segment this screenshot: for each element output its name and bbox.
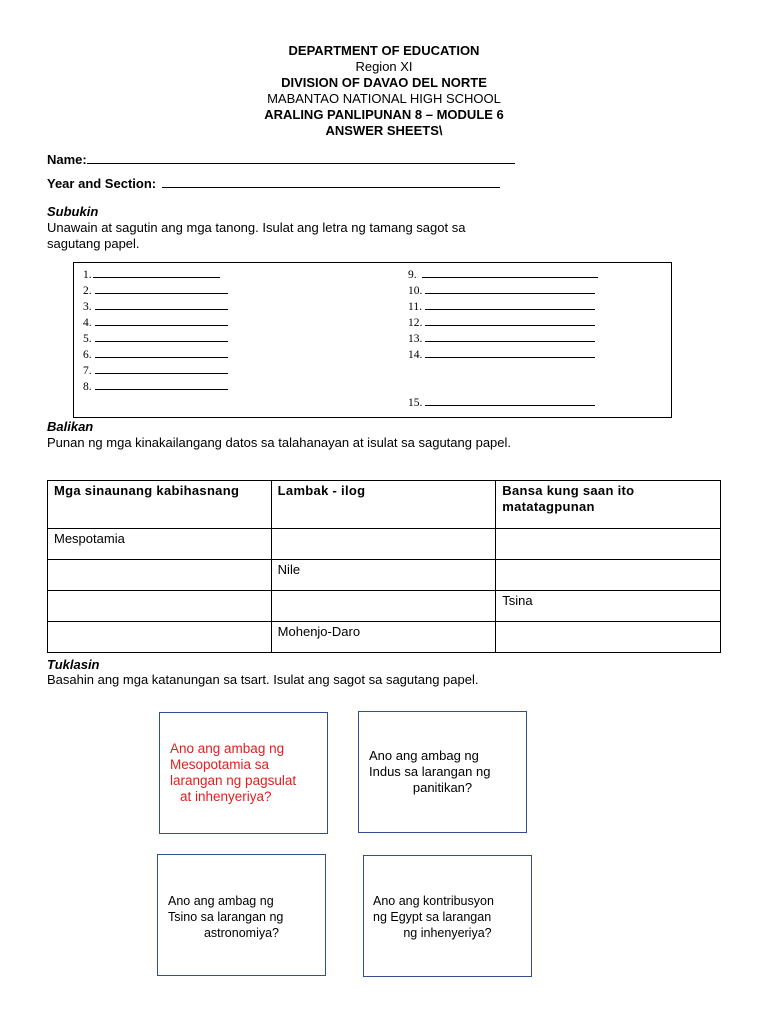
answer-item[interactable] [408,268,598,284]
answer-line[interactable] [425,316,595,326]
name-field[interactable] [47,151,515,167]
question-text-egypt [364,893,531,941]
table-header-country: Bansa kung saan ito matatagpunan [496,481,721,529]
question-text-mesopotamia [170,741,296,805]
table-cell[interactable]: Tsina [496,591,721,622]
answer-item[interactable] [83,364,228,380]
answer-line[interactable] [425,300,595,310]
question-line: astronomiya? [203,926,280,940]
table-cell[interactable]: Nile [271,560,496,591]
question-line: larangan ng pagsulat [170,773,297,788]
question-line: Ano ang kontribusyon [373,894,494,908]
answer-number: 12. [408,317,423,329]
answer-number: 15. [408,397,423,409]
answer-number: 2. [83,285,92,297]
question-box-indus [358,711,527,833]
question-line: at inhenyeriya? [180,789,272,804]
answer-line[interactable] [95,332,228,342]
question-line: Indus sa larangan ng [369,764,491,779]
answer-column-left [83,268,228,396]
answer-item[interactable] [83,268,228,284]
name-line[interactable] [87,151,515,164]
table-cell[interactable] [271,529,496,560]
answer-box [73,262,672,418]
table-row [48,529,721,560]
answer-number: 6. [83,349,92,361]
department-title: DEPARTMENT OF EDUCATION [288,43,480,58]
question-line: Mesopotamia sa [170,757,270,772]
table-cell[interactable] [496,560,721,591]
table-cell[interactable]: Mespotamia [48,529,272,560]
answer-item[interactable] [408,348,598,364]
question-text-indus [359,748,526,796]
question-box-mesopotamia [159,712,328,834]
answer-line[interactable] [95,316,228,326]
answer-number: 7. [83,365,92,377]
answer-number: 14. [408,349,423,361]
answer-item[interactable] [83,300,228,316]
table-cell[interactable] [496,529,721,560]
document-header [0,43,768,139]
answer-line[interactable] [95,284,228,294]
question-line: Ano ang ambag ng [170,741,285,756]
subukin-instruction: Unawain at sagutin ang mga tanong. Isulat ang letra ng tamang sagot sa sagutang papel. [47,220,466,251]
answer-line[interactable] [422,268,598,278]
answer-line[interactable] [93,268,220,278]
answer-item[interactable] [83,380,228,396]
answer-item[interactable] [408,300,598,316]
answer-number: 11. [408,301,422,313]
answer-item[interactable] [408,316,598,332]
table-cell[interactable] [48,591,272,622]
table-header-river-valley: Lambak - ilog [271,481,496,529]
tuklasin-instruction: Basahin ang mga katanungan sa tsart. Isulat ang sagot sa sagutang papel. [47,672,479,687]
question-line: Ano ang ambag ng [369,748,479,763]
table-row [48,622,721,653]
answer-number: 5. [83,333,92,345]
balikan-instruction: Punan ng mga kinakailangang datos sa talahanayan at isulat sa sagutang papel. [47,435,512,450]
civilization-table [47,480,721,653]
tuklasin-title: Tuklasin [47,657,100,672]
answer-line[interactable] [95,380,228,390]
table-cell[interactable] [496,622,721,653]
answer-spacer [408,364,598,396]
answer-item[interactable] [83,316,228,332]
region-label: Region XI [355,59,413,74]
answer-number: 1. [83,269,92,281]
table-cell[interactable] [271,591,496,622]
answer-item[interactable] [408,396,598,412]
question-box-tsino [157,854,326,976]
answer-number: 8. [83,381,92,393]
name-label: Name: [47,152,87,167]
division-title: DIVISION OF DAVAO DEL NORTE [281,75,487,90]
answer-line[interactable] [425,332,595,342]
question-line: ng inhenyeriya? [403,926,492,940]
answer-number: 4. [83,317,92,329]
question-box-egypt [363,855,532,977]
answer-line[interactable] [95,300,228,310]
answer-number: 13. [408,333,423,345]
question-text-tsino [158,893,325,941]
answer-number: 10. [408,285,423,297]
answer-column-right [408,268,598,412]
question-line: panitikan? [412,780,473,795]
section-field[interactable] [47,175,500,191]
answer-item[interactable] [408,284,598,300]
answer-line[interactable] [95,364,228,374]
table-cell[interactable] [48,622,272,653]
answer-line[interactable] [425,396,595,406]
answer-line[interactable] [425,284,595,294]
question-line: Ano ang ambag ng [168,894,274,908]
balikan-title: Balikan [47,419,94,434]
answer-item[interactable] [408,332,598,348]
school-name: MABANTAO NATIONAL HIGH SCHOOL [267,91,501,106]
table-row [48,591,721,622]
section-label: Year and Section: [47,176,157,191]
answer-item[interactable] [83,332,228,348]
subject-title: ARALING PANLIPUNAN 8 – MODULE 6 [264,107,504,122]
answer-line[interactable] [95,348,228,358]
section-line[interactable] [162,175,500,188]
table-header-civilization: Mga sinaunang kabihasnang [48,481,272,529]
question-line: ng Egypt sa larangan [373,910,492,924]
answer-item[interactable] [83,284,228,300]
subukin-title: Subukin [47,204,99,219]
answer-number: 9. [408,269,417,281]
answer-number: 3. [83,301,92,313]
table-cell[interactable] [48,560,272,591]
answer-line[interactable] [425,348,595,358]
answer-item[interactable] [83,348,228,364]
table-row [48,560,721,591]
question-line: Tsino sa larangan ng [168,910,284,924]
table-cell[interactable]: Mohenjo-Daro [271,622,496,653]
document-title: ANSWER SHEETS\ [325,123,443,138]
